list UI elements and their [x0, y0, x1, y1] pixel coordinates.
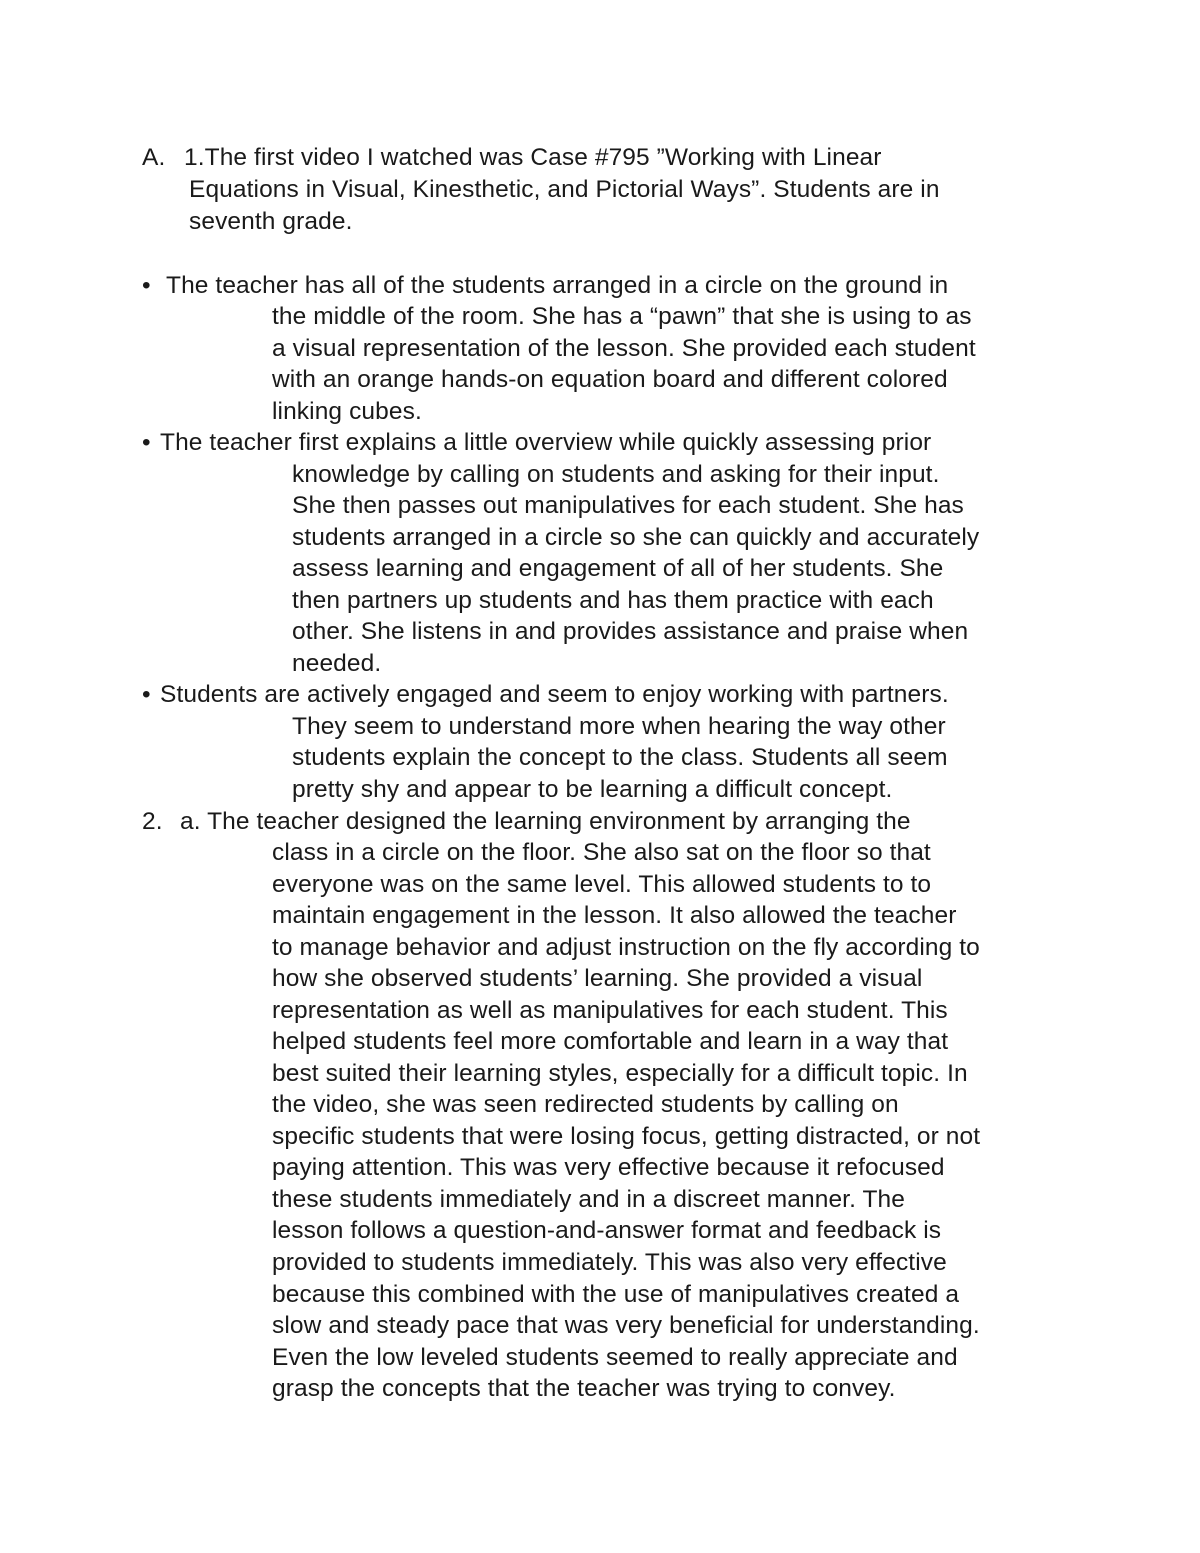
- paragraph-line: the video, she was seen redirected students by calling on: [272, 1091, 899, 1118]
- bullet-line: the middle of the room. She has a “pawn” that she is using to as: [272, 303, 972, 330]
- bullet-line: The teacher has all of the students arranged in a circle on the ground in: [166, 272, 949, 299]
- paragraph-line: slow and steady pace that was very beneficial for understanding.: [272, 1312, 980, 1339]
- bullet-line: students explain the concept to the class. Students all seem: [292, 744, 948, 771]
- bullet-line: knowledge by calling on students and asking for their input.: [292, 461, 940, 488]
- paragraph-line: helped students feel more comfortable and learn in a way that: [272, 1028, 949, 1055]
- bullet-line: They seem to understand more when hearing the way other: [292, 713, 946, 740]
- paragraph-line: to manage behavior and adjust instruction on the fly according to: [272, 934, 980, 961]
- bullet-line: with an orange hands-on equation board and different colored: [272, 366, 948, 393]
- paragraph-line: lesson follows a question-and-answer format and feedback is: [272, 1217, 942, 1244]
- bullet-marker: •: [142, 681, 151, 708]
- bullet-line: needed.: [292, 650, 382, 677]
- section-a-marker: A.: [142, 144, 166, 171]
- paragraph-line: class in a circle on the floor. She also sat on the floor so that: [272, 839, 931, 866]
- section-a-line: seventh grade.: [189, 208, 353, 235]
- bullet-line: assess learning and engagement of all of her students. She: [292, 555, 944, 582]
- bullet-line: a visual representation of the lesson. She provided each student: [272, 335, 976, 362]
- paragraph-line: because this combined with the use of manipulatives created a: [272, 1281, 960, 1308]
- bullet-line: then partners up students and has them practice with each: [292, 587, 934, 614]
- paragraph-line: representation as well as manipulatives for each student. This: [272, 997, 948, 1024]
- bullet-line: Students are actively engaged and seem to enjoy working with partners.: [160, 681, 949, 708]
- paragraph-line: everyone was on the same level. This allowed students to to: [272, 871, 932, 898]
- paragraph-line: Even the low leveled students seemed to really appreciate and: [272, 1344, 958, 1371]
- paragraph-line: maintain engagement in the lesson. It also allowed the teacher: [272, 902, 957, 929]
- paragraph-line: specific students that were losing focus, getting distracted, or not: [272, 1123, 981, 1150]
- paragraph-line: best suited their learning styles, especially for a difficult topic. In: [272, 1060, 968, 1087]
- section-a-line: Equations in Visual, Kinesthetic, and Pictorial Ways”. Students are in: [189, 176, 940, 203]
- paragraph-line: these students immediately and in a discreet manner. The: [272, 1186, 905, 1213]
- paragraph-line: provided to students immediately. This was also very effective: [272, 1249, 947, 1276]
- paragraph-line: how she observed students’ learning. She provided a visual: [272, 965, 923, 992]
- paragraph-line: paying attention. This was very effective because it refocused: [272, 1154, 945, 1181]
- bullet-line: She then passes out manipulatives for each student. She has: [292, 492, 964, 519]
- bullet-line: students arranged in a circle so she can quickly and accurately: [292, 524, 980, 551]
- bullet-marker: •: [142, 429, 151, 456]
- bullet-line: linking cubes.: [272, 398, 422, 425]
- paragraph-line: a. The teacher designed the learning environment by arranging the: [180, 808, 911, 835]
- bullet-marker: •: [142, 272, 151, 299]
- section-a-line: 1.The first video I watched was Case #795 ”Working with Linear: [184, 144, 882, 171]
- numbered-marker: 2.: [142, 808, 163, 835]
- bullet-line: The teacher first explains a little overview while quickly assessing prior: [160, 429, 932, 456]
- bullet-line: other. She listens in and provides assistance and praise when: [292, 618, 969, 645]
- bullet-line: pretty shy and appear to be learning a difficult concept.: [292, 776, 893, 803]
- paragraph-line: grasp the concepts that the teacher was trying to convey.: [272, 1375, 896, 1402]
